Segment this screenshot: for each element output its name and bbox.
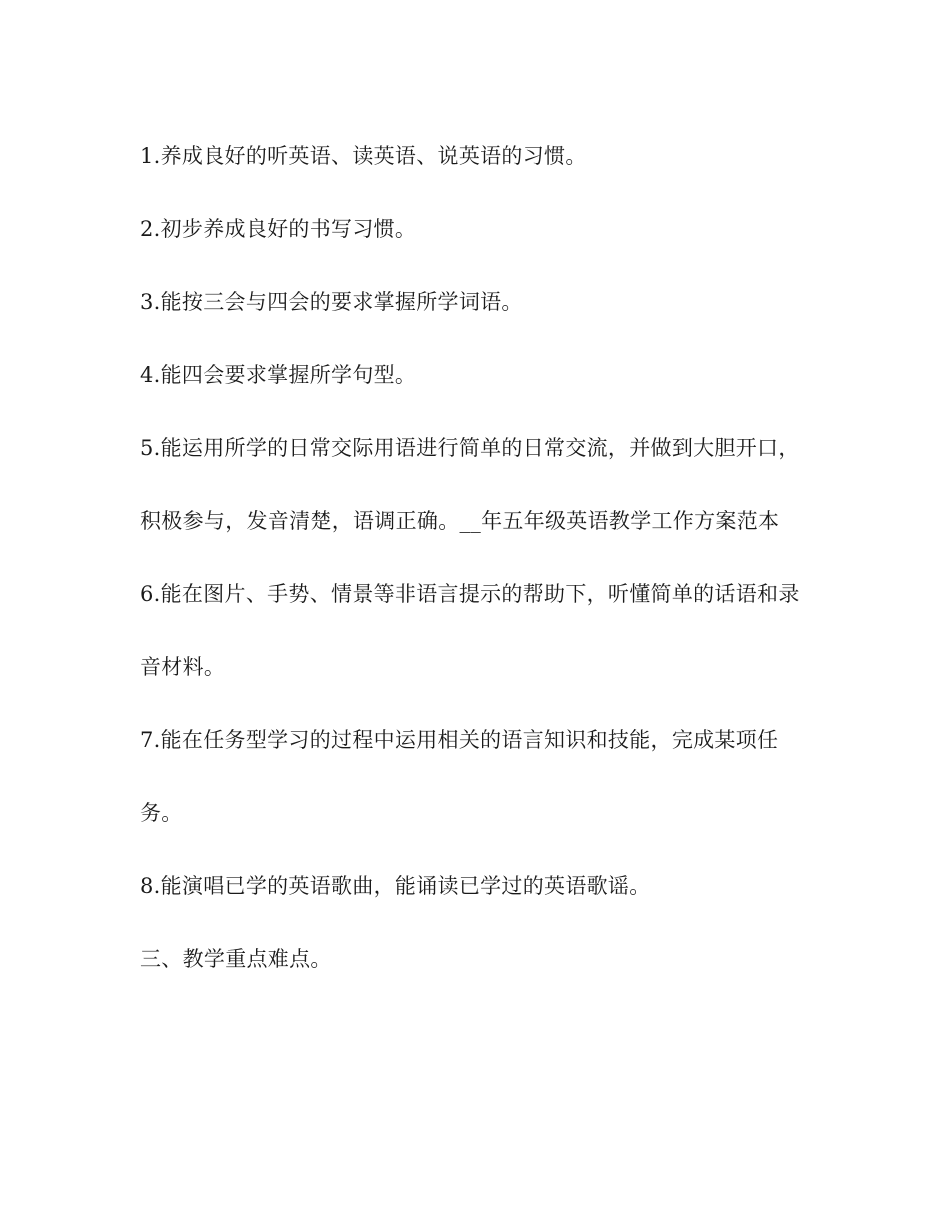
- paragraph-daily-communication: 5.能运用所学的日常交际用语进行简单的日常交流，并做到大胆开口，积极参与，发音清楚，语调正确。__年五年级英语教学工作方案范本: [140, 436, 800, 533]
- paragraph-habit-writing: 2.初步养成良好的书写习惯。: [140, 217, 417, 241]
- paragraph-vocabulary: 3.能按三会与四会的要求掌握所学词语。: [140, 290, 523, 314]
- paragraph-task-based-learning: 7.能在任务型学习的过程中运用相关的语言知识和技能，完成某项任务。: [140, 728, 779, 825]
- paragraph-songs: 8.能演唱已学的英语歌曲，能诵读已学过的英语歌谣。: [140, 874, 651, 898]
- paragraph-listening-comprehension: 6.能在图片、手势、情景等非语言提示的帮助下，听懂简单的话语和录音材料。: [140, 582, 800, 679]
- document-body: [140, 134, 800, 1010]
- section-heading-key-points: 三、教学重点难点。: [140, 947, 332, 971]
- paragraph-habit-listening: 1.养成良好的听英语、读英语、说英语的习惯。: [140, 144, 587, 168]
- paragraph-sentence-patterns: 4.能四会要求掌握所学句型。: [140, 363, 417, 387]
